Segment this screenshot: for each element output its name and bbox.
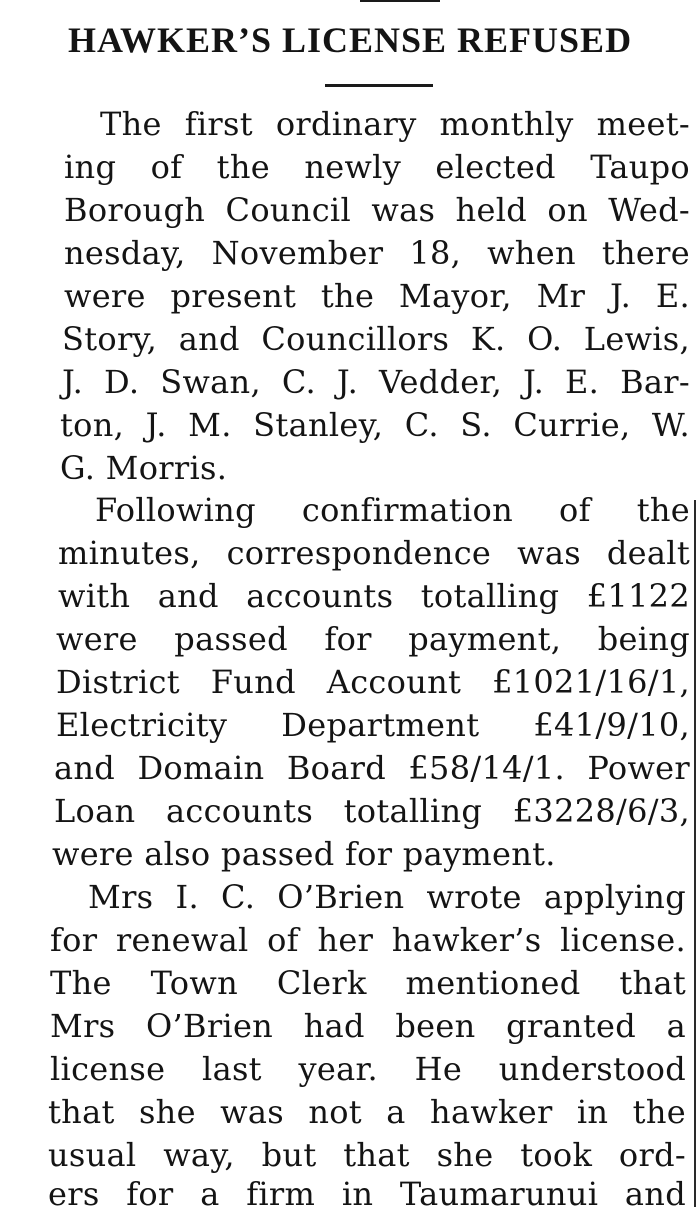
article-line: Following confirmation of the	[95, 491, 690, 529]
article-line: minutes, correspondence was dealt	[58, 534, 690, 572]
article-line: J. D. Swan, C. J. Vedder, J. E. Bar-	[62, 363, 690, 401]
article-line: ing of the newly elected Taupo	[64, 148, 690, 186]
headline-divider	[325, 84, 433, 87]
article-line: were also passed for payment.	[52, 835, 556, 873]
article-line: The Town Clerk mentioned that	[50, 964, 686, 1002]
article-line: The first ordinary monthly meet-	[100, 105, 690, 143]
article-line: ers for a firm in Taumarunui and	[48, 1175, 686, 1213]
column-rule	[694, 500, 696, 1207]
article-line: usual way, but that she took ord-	[48, 1136, 686, 1174]
article-line: ton, J. M. Stanley, C. S. Currie, W.	[60, 406, 690, 444]
article-line: for renewal of her hawker’s license.	[50, 921, 686, 959]
article-line: that she was not a hawker in the	[48, 1093, 686, 1131]
headline: HAWKER’S LICENSE REFUSED	[67, 20, 633, 60]
top-rule	[360, 0, 440, 2]
article-line: Borough Council was held on Wed-	[64, 191, 690, 229]
article-line: were present the Mayor, Mr J. E.	[64, 277, 690, 315]
article-line: Electricity Department £41/9/10,	[56, 706, 690, 744]
article-line: Mrs I. C. O’Brien wrote applying	[88, 878, 686, 916]
article-line: Mrs O’Brien had been granted a	[50, 1007, 686, 1045]
article-line: license last year. He understood	[50, 1050, 686, 1088]
article-line: G. Morris.	[60, 449, 228, 487]
article-line: Story, and Councillors K. O. Lewis,	[62, 320, 690, 358]
article-line: Loan accounts totalling £3228/6/3,	[54, 792, 690, 830]
article-line: with and accounts totalling £1122	[58, 577, 690, 615]
article-line: and Domain Board £58/14/1. Power	[54, 749, 690, 787]
article-line: nesday, November 18, when there	[64, 234, 690, 272]
article-line: were passed for payment, being	[56, 620, 690, 658]
article-line: District Fund Account £1021/16/1,	[56, 663, 690, 701]
